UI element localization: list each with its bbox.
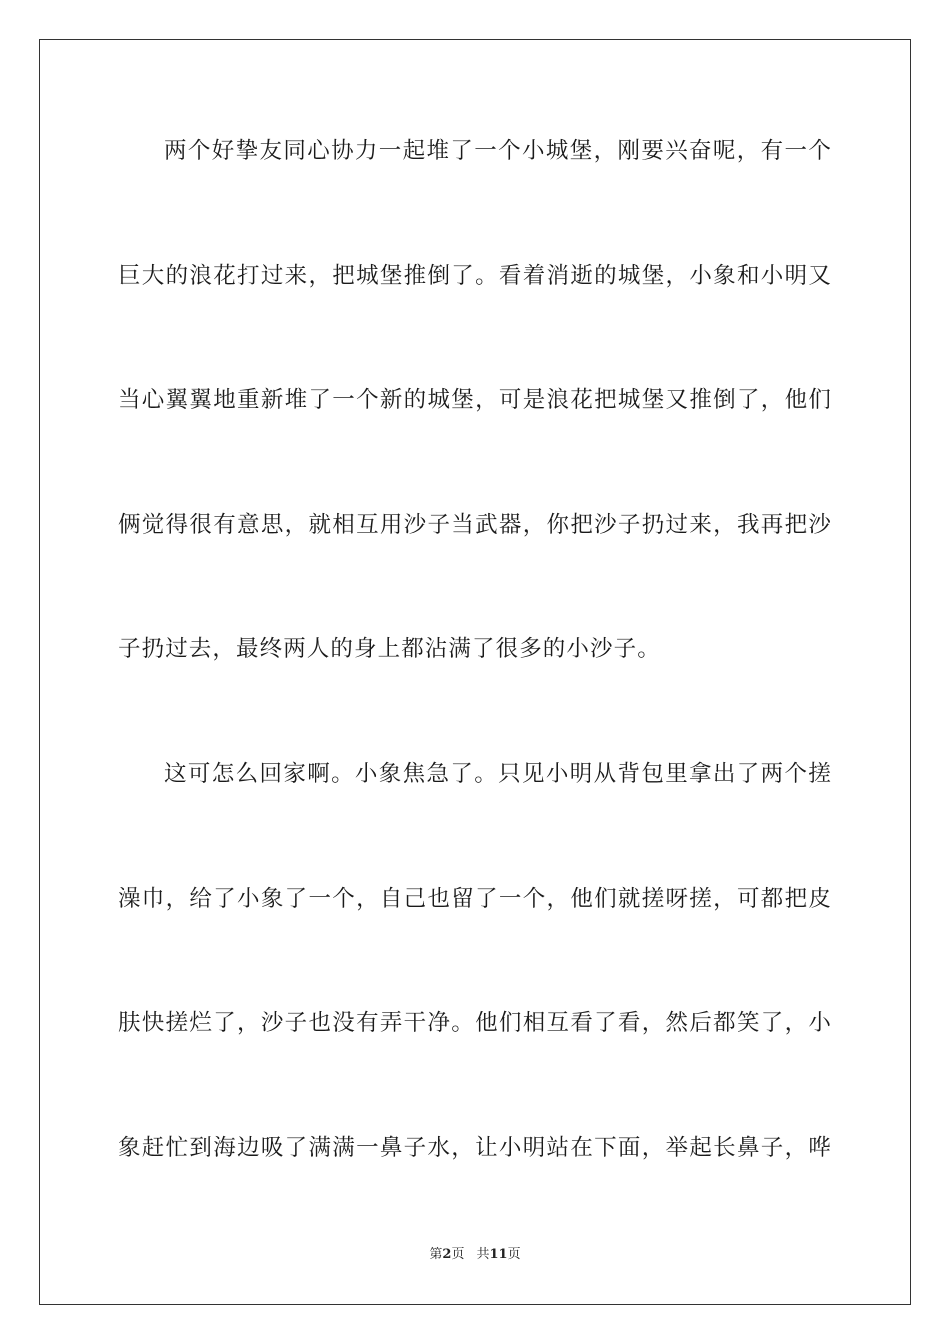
paragraph-2-line-1: 这可怎么回家啊。小象焦急了。只见小明从背包里拿出了两个搓 — [164, 761, 832, 787]
page-number-prefix: 第 — [429, 1247, 443, 1262]
page-total: 11 — [489, 1247, 508, 1262]
page-total-suffix: 页 — [507, 1247, 521, 1262]
paragraph-2-line-2: 澡巾，给了小象了一个，自己也留了一个，他们就搓呀搓，可都把皮 — [118, 886, 832, 912]
page-number-suffix: 页 — [451, 1247, 465, 1262]
page-total-prefix: 共 — [476, 1247, 490, 1262]
paragraph-1-line-4: 俩觉得很有意思，就相互用沙子当武器，你把沙子扔过来，我再把沙 — [118, 512, 832, 538]
page-number: 2 — [442, 1247, 452, 1262]
paragraph-1-line-5: 子扔过去，最终两人的身上都沾满了很多的小沙子。 — [118, 636, 661, 662]
paragraph-1-line-1: 两个好挚友同心协力一起堆了一个小城堡，刚要兴奋呢，有一个 — [164, 138, 832, 164]
page-frame — [39, 39, 911, 1305]
page-footer — [0, 1246, 950, 1264]
paragraph-1-line-2: 巨大的浪花打过来，把城堡推倒了。看着消逝的城堡，小象和小明又 — [118, 263, 832, 289]
paragraph-2-line-3: 肤快搓烂了，沙子也没有弄干净。他们相互看了看，然后都笑了，小 — [118, 1010, 832, 1036]
paragraph-2-line-4: 象赶忙到海边吸了满满一鼻子水，让小明站在下面，举起长鼻子，哗 — [118, 1135, 832, 1161]
paragraph-1-line-3: 当心翼翼地重新堆了一个新的城堡，可是浪花把城堡又推倒了，他们 — [118, 387, 832, 413]
